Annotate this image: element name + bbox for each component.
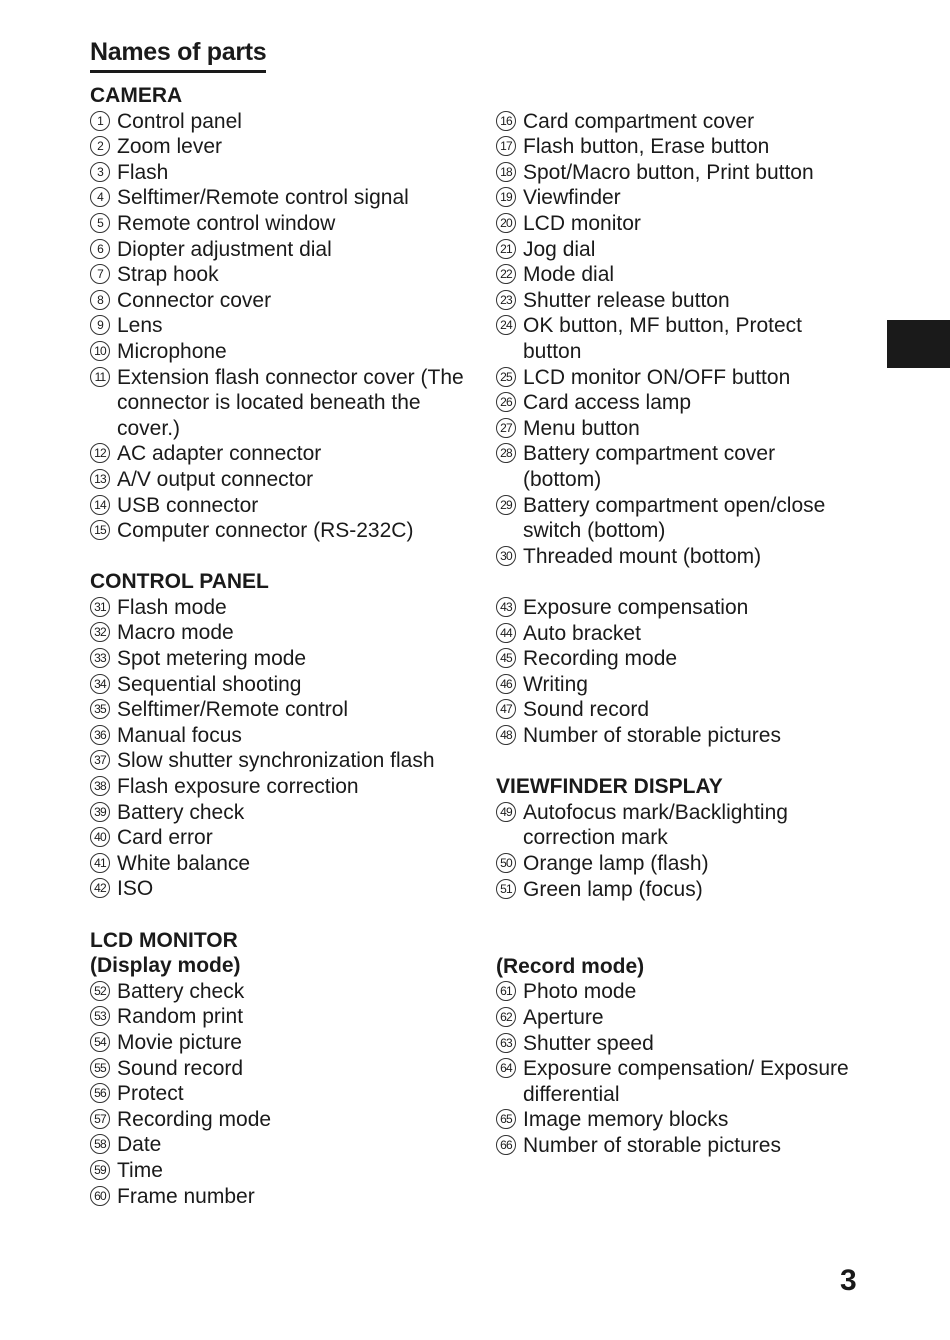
list-item (90, 979, 480, 1005)
item-number-badge: 40 (90, 827, 110, 847)
list-item (90, 441, 480, 467)
item-label: Selftimer/Remote control signal (117, 186, 409, 210)
item-label: Connector cover (117, 288, 272, 312)
lcd-monitor-heading: LCD MONITOR (90, 928, 238, 952)
item-label: A/V output connector (117, 467, 314, 491)
item-number-badge: 13 (90, 469, 110, 489)
item-number-badge: 20 (496, 213, 516, 233)
item-number-badge: 14 (90, 495, 110, 515)
viewfinder-list (496, 800, 856, 902)
camera-left-list (90, 109, 480, 544)
list-item (90, 313, 480, 339)
item-label: Shutter release button (523, 288, 730, 312)
list-item (496, 800, 856, 851)
list-item (496, 416, 856, 442)
list-item (496, 365, 856, 391)
item-label: Spot/Macro button, Print button (523, 160, 814, 184)
list-item (496, 493, 856, 544)
item-label: Card access lamp (523, 391, 692, 415)
list-item (90, 109, 480, 135)
item-label: Computer connector (RS-232C) (117, 519, 414, 543)
item-label: Jog dial (523, 237, 596, 261)
item-number-badge: 6 (90, 239, 110, 259)
item-number-badge: 36 (90, 725, 110, 745)
item-label: Orange lamp (flash) (523, 851, 709, 875)
item-number-badge: 49 (496, 802, 516, 822)
list-item (496, 441, 856, 492)
record-mode-list (496, 979, 856, 1158)
item-number-badge: 34 (90, 674, 110, 694)
item-label: Flash mode (117, 595, 227, 619)
list-item (496, 877, 856, 903)
item-label: ISO (117, 877, 154, 901)
item-label: Slow shutter synchronization flash (117, 749, 435, 773)
list-item (90, 1004, 480, 1030)
item-label: LCD monitor (523, 211, 641, 235)
section-tab-marker (887, 320, 950, 368)
control-panel-right-list (496, 595, 856, 749)
item-number-badge: 39 (90, 802, 110, 822)
list-item (90, 1158, 480, 1184)
list-item (90, 339, 480, 365)
control-panel-left-list (90, 595, 480, 902)
list-item (90, 134, 480, 160)
item-label: USB connector (117, 493, 259, 517)
item-number-badge: 33 (90, 648, 110, 668)
item-label: Strap hook (117, 263, 219, 287)
list-item (90, 211, 480, 237)
item-label: Spot metering mode (117, 647, 307, 671)
right-column-camera (496, 109, 856, 570)
list-item (90, 467, 480, 493)
item-number-badge: 17 (496, 136, 516, 156)
list-item (496, 1056, 856, 1107)
item-label: Time (117, 1158, 163, 1182)
item-number-badge: 16 (496, 111, 516, 131)
item-number-badge: 9 (90, 315, 110, 335)
list-item (90, 1107, 480, 1133)
item-label: Manual focus (117, 723, 242, 747)
viewfinder-heading: VIEWFINDER DISPLAY (496, 775, 723, 799)
list-item (496, 595, 856, 621)
item-number-badge: 65 (496, 1109, 516, 1129)
item-label: Mode dial (523, 263, 615, 287)
item-number-badge: 44 (496, 623, 516, 643)
item-number-badge: 27 (496, 418, 516, 438)
list-item (90, 620, 480, 646)
list-item (90, 774, 480, 800)
list-item (496, 1133, 856, 1159)
list-item (496, 1107, 856, 1133)
item-label: Menu button (523, 416, 640, 440)
item-number-badge: 62 (496, 1007, 516, 1027)
item-label: Flash exposure correction (117, 775, 359, 799)
item-label: Flash button, Erase button (523, 135, 770, 159)
list-item (496, 697, 856, 723)
page-number: 3 (840, 1264, 857, 1297)
item-number-badge: 26 (496, 392, 516, 412)
item-number-badge: 55 (90, 1058, 110, 1078)
item-label: Number of storable pictures (523, 723, 781, 747)
item-label: Recording mode (117, 1107, 272, 1131)
item-number-badge: 28 (496, 443, 516, 463)
list-item (496, 109, 856, 135)
item-number-badge: 7 (90, 264, 110, 284)
item-number-badge: 21 (496, 239, 516, 259)
item-label: Shutter speed (523, 1031, 654, 1055)
item-number-badge: 18 (496, 162, 516, 182)
list-item (90, 518, 480, 544)
list-item (496, 262, 856, 288)
item-label: Exposure compensation (523, 596, 749, 619)
item-label: Photo mode (523, 980, 637, 1004)
list-item (90, 800, 480, 826)
camera-right-list (496, 109, 856, 570)
item-number-badge: 50 (496, 853, 516, 873)
item-number-badge: 43 (496, 597, 516, 617)
page-title: Names of parts (90, 38, 266, 73)
item-label: Autofocus mark/Backlighting correction mark (523, 800, 788, 850)
item-number-badge: 37 (90, 750, 110, 770)
item-number-badge: 8 (90, 290, 110, 310)
item-label: Image memory blocks (523, 1108, 729, 1132)
item-number-badge: 63 (496, 1033, 516, 1053)
item-number-badge: 61 (496, 981, 516, 1001)
list-item (90, 365, 480, 442)
list-item (90, 160, 480, 186)
item-label: Random print (117, 1005, 244, 1029)
item-number-badge: 46 (496, 674, 516, 694)
list-item (496, 544, 856, 570)
list-item (90, 185, 480, 211)
list-item (90, 1184, 480, 1210)
list-item (496, 211, 856, 237)
list-item (496, 621, 856, 647)
item-number-badge: 52 (90, 981, 110, 1001)
list-item (90, 876, 480, 902)
item-number-badge: 5 (90, 213, 110, 233)
list-item (90, 237, 480, 263)
item-label: Zoom lever (117, 135, 223, 159)
item-label: Recording mode (523, 647, 678, 671)
list-item (496, 313, 856, 364)
list-item (496, 851, 856, 877)
item-label: White balance (117, 851, 251, 875)
item-label: Selftimer/Remote control (117, 698, 349, 722)
list-item (496, 134, 856, 160)
item-number-badge: 19 (496, 187, 516, 207)
item-number-badge: 11 (90, 367, 110, 387)
left-column (90, 83, 480, 1209)
item-label: Flash (117, 160, 169, 184)
item-number-badge: 15 (90, 520, 110, 540)
list-item (496, 185, 856, 211)
item-label: Macro mode (117, 621, 234, 645)
item-number-badge: 41 (90, 853, 110, 873)
list-item (496, 390, 856, 416)
list-item (496, 646, 856, 672)
control-panel-heading: CONTROL PANEL (90, 570, 269, 594)
list-item (90, 1081, 480, 1107)
list-item (90, 1030, 480, 1056)
item-label: LCD monitor ON/OFF button (523, 365, 791, 389)
item-number-badge: 53 (90, 1006, 110, 1026)
item-number-badge: 3 (90, 162, 110, 182)
item-label: Microphone (117, 339, 227, 363)
item-label: Auto bracket (523, 621, 641, 645)
list-item (90, 672, 480, 698)
item-label: Frame number (117, 1184, 255, 1208)
item-number-badge: 60 (90, 1186, 110, 1206)
item-label: Sound record (117, 1056, 244, 1080)
item-number-badge: 54 (90, 1032, 110, 1052)
display-mode-heading: (Display mode) (90, 954, 241, 978)
item-number-badge: 2 (90, 136, 110, 156)
item-label: Control panel (117, 109, 242, 133)
item-number-badge: 59 (90, 1160, 110, 1180)
item-label: Battery compartment open/close switch (bottom) (523, 493, 826, 543)
item-label: Lens (117, 314, 163, 338)
list-item (90, 595, 480, 621)
item-number-badge: 45 (496, 648, 516, 668)
list-item (496, 1005, 856, 1031)
list-item (90, 825, 480, 851)
list-item (496, 1031, 856, 1057)
item-label: Threaded mount (bottom) (523, 544, 762, 568)
list-item (90, 697, 480, 723)
list-item (496, 723, 856, 749)
item-label: Battery check (117, 800, 245, 824)
item-label: Green lamp (focus) (523, 877, 703, 901)
item-label: Extension flash connector cover (The connector is located beneath the cover.) (117, 365, 464, 440)
item-number-badge: 10 (90, 341, 110, 361)
item-number-badge: 31 (90, 597, 110, 617)
item-number-badge: 66 (496, 1135, 516, 1155)
item-label: Sound record (523, 698, 650, 722)
item-number-badge: 42 (90, 878, 110, 898)
list-item (496, 288, 856, 314)
item-number-badge: 23 (496, 290, 516, 310)
item-label: Card error (117, 826, 213, 850)
item-number-badge: 38 (90, 776, 110, 796)
list-item (90, 723, 480, 749)
camera-heading: CAMERA (90, 84, 183, 107)
item-number-badge: 24 (496, 315, 516, 335)
item-label: Protect (117, 1082, 184, 1106)
display-mode-list (90, 979, 480, 1209)
item-label: Writing (523, 672, 588, 696)
item-number-badge: 58 (90, 1134, 110, 1154)
record-mode-heading: (Record mode) (496, 954, 645, 978)
list-item (90, 1056, 480, 1082)
item-number-badge: 56 (90, 1083, 110, 1103)
item-label: AC adapter connector (117, 442, 322, 466)
item-label: Sequential shooting (117, 672, 302, 696)
list-item (90, 851, 480, 877)
list-item (90, 493, 480, 519)
item-number-badge: 48 (496, 725, 516, 745)
item-label: Remote control window (117, 211, 336, 235)
item-label: Viewfinder (523, 186, 621, 210)
item-number-badge: 1 (90, 111, 110, 131)
item-label: Battery check (117, 979, 245, 1003)
item-label: Card compartment cover (523, 109, 755, 133)
item-number-badge: 29 (496, 495, 516, 515)
list-item (90, 262, 480, 288)
list-item (90, 748, 480, 774)
list-item (90, 646, 480, 672)
list-item (496, 160, 856, 186)
item-label: Battery compartment cover (bottom) (523, 442, 776, 491)
item-number-badge: 12 (90, 443, 110, 463)
item-number-badge: 4 (90, 187, 110, 207)
item-number-badge: 22 (496, 264, 516, 284)
list-item (496, 979, 856, 1005)
item-number-badge: 64 (496, 1058, 516, 1078)
item-number-badge: 47 (496, 699, 516, 719)
item-number-badge: 25 (496, 367, 516, 387)
right-column-control (496, 595, 856, 902)
list-item (90, 288, 480, 314)
item-label: Diopter adjustment dial (117, 237, 332, 261)
list-item (496, 672, 856, 698)
item-label: Aperture (523, 1005, 604, 1029)
item-label: Date (117, 1133, 162, 1157)
list-item (90, 1132, 480, 1158)
item-number-badge: 32 (90, 622, 110, 642)
item-number-badge: 30 (496, 546, 516, 566)
item-number-badge: 35 (90, 699, 110, 719)
right-column-record (496, 954, 856, 1159)
item-number-badge: 51 (496, 879, 516, 899)
list-item (496, 237, 856, 263)
item-label: OK button, MF button, Protect button (523, 314, 802, 363)
item-number-badge: 57 (90, 1109, 110, 1129)
item-label: Movie picture (117, 1030, 242, 1054)
item-label: Number of storable pictures (523, 1133, 781, 1157)
item-label: Exposure compensation/ Exposure differential (523, 1057, 849, 1106)
